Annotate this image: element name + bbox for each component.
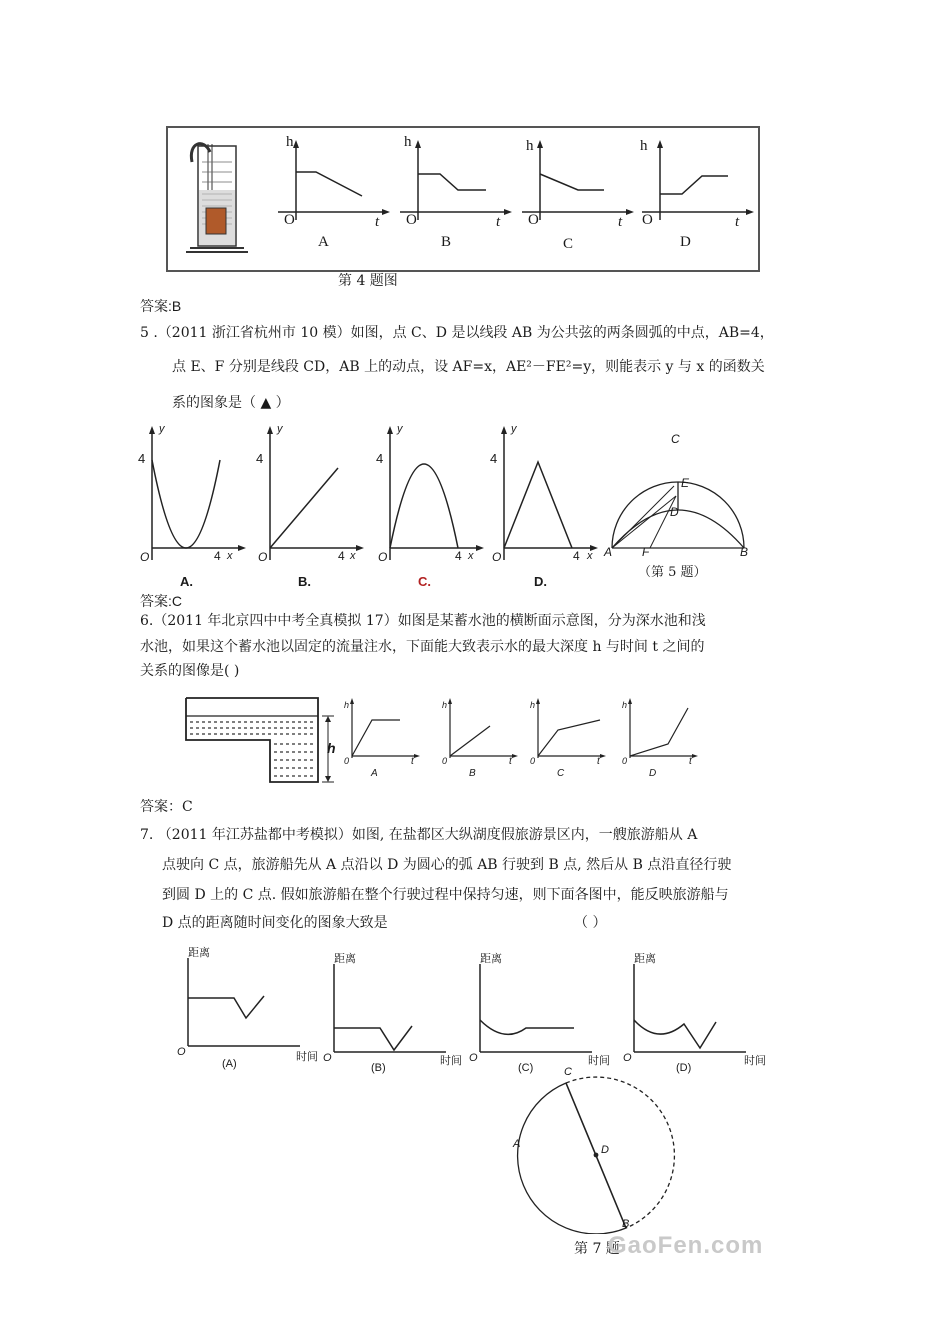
q5-point-c: C xyxy=(671,432,680,446)
q5-tick-x-a: 4 xyxy=(214,549,221,563)
q5-tick-y-b: 4 xyxy=(256,451,264,466)
q6-graph-a xyxy=(342,696,422,766)
q4-graph-b xyxy=(396,134,516,262)
q6-text-line2: 水池，如果这个蓄水池以固定的流量注水，下面能大致表示水的最大深度 h 与时间 t 之间的 xyxy=(140,639,705,655)
q5-point-b: B xyxy=(740,545,749,559)
q7-graph-d xyxy=(624,960,764,1060)
q7-graph-a xyxy=(178,954,318,1054)
q5-caption: （第 5 题） xyxy=(638,565,707,580)
q5-answer: 答案:C xyxy=(140,593,182,609)
q7-graph-c xyxy=(470,960,610,1060)
q7-text-line2: 点驶向 C 点，旅游船先从 A 点沿以 D 为圆心的弧 AB 行驶到 B 点, 然后从 B 点沿直径行驶 xyxy=(162,857,732,873)
q5-axis-y-c: y xyxy=(397,423,403,435)
q6-answer: 答案：C xyxy=(140,799,193,815)
q4-origin-c: O xyxy=(528,212,539,228)
q6-text-line1: 6.（2011 年北京四中中考全真模拟 17）如图是某蓄水池的横断面示意图，分为深水池和浅 xyxy=(140,613,706,629)
q7-circle-figure xyxy=(510,1074,690,1234)
q6-axis-t-b: t xyxy=(509,756,512,767)
q4-label-c: C xyxy=(563,236,574,252)
q5-label-c: C. xyxy=(418,574,431,589)
q5-axis-x-b: x xyxy=(350,550,356,562)
q6-graph-b xyxy=(440,696,520,766)
q6-origin-a: 0 xyxy=(344,756,350,766)
q7-axis-x-a: 时间 xyxy=(296,1051,318,1063)
q4-answer: 答案:B xyxy=(140,298,182,314)
q4-graph-c xyxy=(518,134,638,262)
q4-axis-h-b: h xyxy=(404,134,412,150)
q6-axis-h-d: h xyxy=(622,700,628,710)
q5-origin-d: O xyxy=(492,550,502,564)
q7-axis-y-a: 距离 xyxy=(188,947,210,959)
q7-label-b: (B) xyxy=(371,1062,386,1074)
q4-label-b: B xyxy=(441,234,452,250)
q4-axis-h-d: h xyxy=(640,138,648,154)
q4-axis-t-c: t xyxy=(618,214,623,230)
q4-axis-h-a: h xyxy=(286,134,294,150)
q5-axis-y-b: y xyxy=(277,423,283,435)
q7-origin-a: O xyxy=(177,1046,186,1058)
q6-label-a: A xyxy=(371,768,378,779)
q7-axis-x-b: 时间 xyxy=(440,1055,462,1067)
q7-origin-c: O xyxy=(469,1052,478,1064)
q6-pool-cross-section xyxy=(184,694,344,790)
q5-graph-d xyxy=(490,424,600,574)
q6-axis-t-d: t xyxy=(689,756,692,767)
q6-label-b: B xyxy=(469,768,476,779)
q7-graph-b xyxy=(324,960,464,1060)
q7-axis-x-d: 时间 xyxy=(744,1055,766,1067)
watermark-logo: GaoFen.com xyxy=(608,1232,764,1259)
q7-text-line1: 7. （2011 年江苏盐都中考模拟）如图, 在盐都区大纵湖度假旅游景区内，一艘旅游船从 A xyxy=(140,827,698,843)
q5-tick-y-c: 4 xyxy=(376,451,384,466)
q6-origin-d: 0 xyxy=(622,756,628,766)
q5-text-line1: 5 .（2011 浙江省杭州市 10 模）如图，点 C、D 是以线段 AB 为公共弦的两条圆弧的中点，AB=4， xyxy=(140,325,774,341)
q7-point-a: A xyxy=(513,1138,521,1150)
q5-point-a: A xyxy=(604,545,613,559)
q5-geometry-figure xyxy=(604,436,764,556)
q6-graph-d xyxy=(620,696,700,766)
q5-axis-x-a: x xyxy=(227,550,233,562)
beaker-illustration xyxy=(180,132,260,268)
q6-origin-c: 0 xyxy=(530,756,536,766)
q5-text-line2: 点 E、F 分别是线段 CD，AB 上的动点，设 AF=x，AE²－FE²=y，则能表示 y 与 x 的函数关 xyxy=(172,359,765,375)
q4-graph-d xyxy=(638,134,758,262)
q5-origin-a: O xyxy=(140,550,150,564)
q5-point-e: E xyxy=(681,476,690,490)
q5-label-b: B. xyxy=(298,574,311,589)
q4-label-d: D xyxy=(680,234,691,250)
q4-axis-t-b: t xyxy=(496,214,501,230)
q7-caption: 第 7 题 xyxy=(574,1241,620,1257)
q5-point-d: D xyxy=(670,505,679,519)
q7-axis-x-c: 时间 xyxy=(588,1055,610,1067)
q5-origin-b: O xyxy=(258,550,268,564)
q7-point-c: C xyxy=(564,1066,572,1078)
q5-axis-y-a: y xyxy=(159,423,165,435)
q6-axis-t-a: t xyxy=(411,756,414,767)
q4-caption: 第 4 题图 xyxy=(338,273,398,289)
q7-answer-paren: （ ） xyxy=(574,915,607,931)
q6-axis-t-c: t xyxy=(597,756,600,767)
q5-tick-x-d: 4 xyxy=(573,549,580,563)
q4-axis-t-d: t xyxy=(735,214,740,230)
q5-tick-y-d: 4 xyxy=(490,451,498,466)
q6-depth-label: h xyxy=(327,740,336,756)
q4-graph-a xyxy=(274,134,394,262)
q7-origin-d: O xyxy=(623,1052,632,1064)
q4-label-a: A xyxy=(318,234,329,250)
q7-label-c: (C) xyxy=(518,1062,534,1074)
q7-axis-y-b: 距离 xyxy=(334,953,356,965)
q5-axis-x-d: x xyxy=(587,550,593,562)
q4-figure-box xyxy=(166,126,760,272)
q5-tick-y-a: 4 xyxy=(138,451,146,466)
q5-axis-y-d: y xyxy=(511,423,517,435)
q6-label-d: D xyxy=(649,768,657,779)
q4-axis-t-a: t xyxy=(375,214,380,230)
q7-text-line4: D 点的距离随时间变化的图象大致是 xyxy=(162,915,388,931)
q4-axis-h-c: h xyxy=(526,138,534,154)
q6-label-c: C xyxy=(557,768,565,779)
q6-text-line3: 关系的图像是( ) xyxy=(140,663,240,679)
q7-label-a: (A) xyxy=(222,1058,237,1070)
q4-origin-b: O xyxy=(406,212,417,228)
q5-tick-x-c: 4 xyxy=(455,549,462,563)
q6-axis-h-a: h xyxy=(344,700,350,710)
q5-text-line3: 系的图象是（ ▲ ） xyxy=(172,395,290,411)
q7-point-d: D xyxy=(601,1144,609,1156)
q7-label-d: (D) xyxy=(676,1062,692,1074)
q6-axis-h-b: h xyxy=(442,700,448,710)
q6-origin-b: 0 xyxy=(442,756,448,766)
q7-axis-y-d: 距离 xyxy=(634,953,656,965)
q5-point-f: F xyxy=(642,545,650,559)
q7-text-line3: 到圆 D 上的 C 点. 假如旅游船在整个行驶过程中保持匀速，则下面各图中，能反映旅游船与 xyxy=(162,887,729,903)
q5-label-d: D. xyxy=(534,574,547,589)
q5-axis-x-c: x xyxy=(468,550,474,562)
q7-origin-b: O xyxy=(323,1052,332,1064)
q6-graph-c xyxy=(528,696,608,766)
q5-origin-c: O xyxy=(378,550,388,564)
q5-tick-x-b: 4 xyxy=(338,549,345,563)
q7-axis-y-c: 距离 xyxy=(480,953,502,965)
q7-point-b: B xyxy=(622,1218,630,1230)
q4-origin-d: O xyxy=(642,212,653,228)
q5-label-a: A. xyxy=(180,574,193,589)
q6-axis-h-c: h xyxy=(530,700,536,710)
q4-origin-a: O xyxy=(284,212,295,228)
